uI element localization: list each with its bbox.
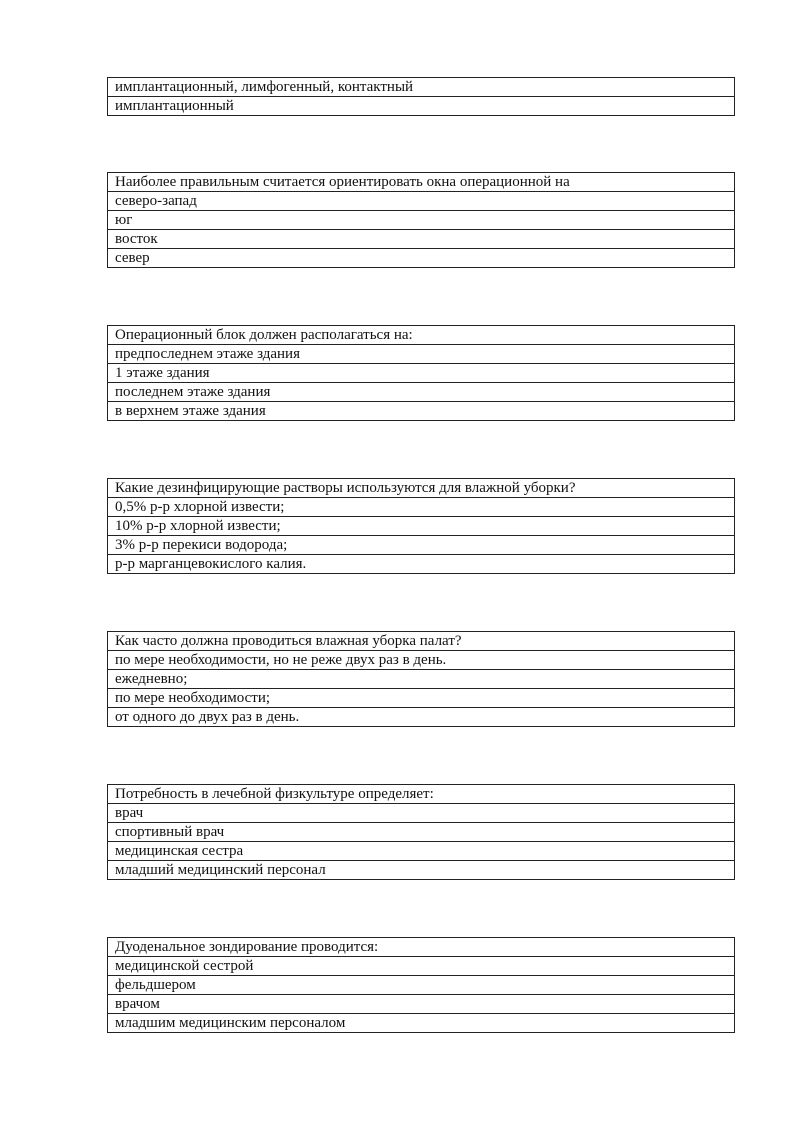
answer-row	[108, 861, 735, 880]
answer-row	[108, 345, 735, 364]
answer-row	[108, 211, 735, 230]
answer-option: по мере необходимости;	[108, 689, 735, 708]
question-text: Операционный блок должен располагаться на:	[108, 326, 735, 345]
answer-row	[108, 383, 735, 402]
question-text: Как часто должна проводиться влажная уборка палат?	[108, 632, 735, 651]
answer-row	[108, 804, 735, 823]
answer-option: последнем этаже здания	[108, 383, 735, 402]
answer-option: предпоследнем этаже здания	[108, 345, 735, 364]
answer-row	[108, 364, 735, 383]
question-text: Какие дезинфицирующие растворы используются для влажной уборки?	[108, 479, 735, 498]
question-row	[108, 479, 735, 498]
question-row	[108, 938, 735, 957]
answer-option: фельдшером	[108, 976, 735, 995]
answer-row	[108, 823, 735, 842]
question-table-2	[107, 172, 735, 268]
answer-option: врачом	[108, 995, 735, 1014]
question-table-3	[107, 325, 735, 421]
answer-row	[108, 689, 735, 708]
question-row	[108, 173, 735, 192]
question-table-5	[107, 631, 735, 727]
answer-option: врач	[108, 804, 735, 823]
answer-row	[108, 498, 735, 517]
answer-option: младший медицинский персонал	[108, 861, 735, 880]
answer-row	[108, 957, 735, 976]
question-text: Потребность в лечебной физкультуре определяет:	[108, 785, 735, 804]
answer-row	[108, 517, 735, 536]
answer-row	[108, 995, 735, 1014]
answer-option: медицинской сестрой	[108, 957, 735, 976]
answer-row	[108, 192, 735, 211]
answer-option: от одного до двух раз в день.	[108, 708, 735, 727]
question-text: Дуоденальное зондирование проводится:	[108, 938, 735, 957]
answer-row	[108, 976, 735, 995]
question-table-4	[107, 478, 735, 574]
question-row	[108, 632, 735, 651]
answer-row	[108, 670, 735, 689]
question-table-7	[107, 937, 735, 1033]
answer-row	[108, 1014, 735, 1033]
answer-option: младшим медицинским персоналом	[108, 1014, 735, 1033]
answer-option: спортивный врач	[108, 823, 735, 842]
answer-option: по мере необходимости, но не реже двух раз в день.	[108, 651, 735, 670]
answer-option: медицинская сестра	[108, 842, 735, 861]
answer-row	[108, 230, 735, 249]
answer-row	[108, 842, 735, 861]
answer-option: имплантационный	[108, 97, 735, 116]
answer-option: восток	[108, 230, 735, 249]
answer-option: в верхнем этаже здания	[108, 402, 735, 421]
answer-row	[108, 97, 735, 116]
answer-option: север	[108, 249, 735, 268]
answer-row	[108, 249, 735, 268]
question-table-1	[107, 77, 735, 116]
answer-option: ежедневно;	[108, 670, 735, 689]
answer-option: р-р марганцевокислого калия.	[108, 555, 735, 574]
question-table-6	[107, 784, 735, 880]
question-text: имплантационный, лимфогенный, контактный	[108, 78, 735, 97]
answer-row	[108, 402, 735, 421]
answer-option: юг	[108, 211, 735, 230]
answer-row	[108, 651, 735, 670]
question-text: Наиболее правильным считается ориентировать окна операционной на	[108, 173, 735, 192]
answer-row	[108, 708, 735, 727]
question-row	[108, 78, 735, 97]
answer-option: 10% р-р хлорной извести;	[108, 517, 735, 536]
answer-option: северо-запад	[108, 192, 735, 211]
question-row	[108, 785, 735, 804]
question-row	[108, 326, 735, 345]
answer-row	[108, 555, 735, 574]
answer-option: 3% р-р перекиси водорода;	[108, 536, 735, 555]
answer-row	[108, 536, 735, 555]
answer-option: 0,5% р-р хлорной извести;	[108, 498, 735, 517]
answer-option: 1 этаже здания	[108, 364, 735, 383]
